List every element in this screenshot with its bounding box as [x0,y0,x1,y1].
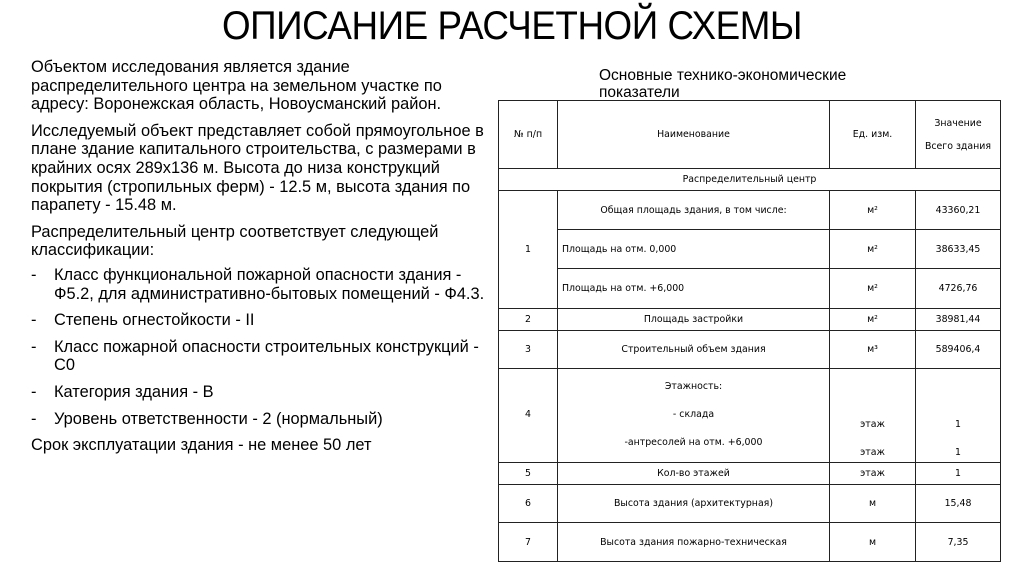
paragraph-classification-intro: Распределительный центр соответствует следующей классификации: [31,222,439,260]
row-value: 589406,4 [916,331,1001,369]
row-unit: этаж этаж [830,369,916,463]
row-num: 4 [499,369,558,463]
row-name: Площадь застройки [558,309,830,331]
row-value: 7,35 [916,523,1001,562]
bullet-dash: - [31,265,37,284]
header-num: № п/п [499,101,558,169]
bullet-dash: - [31,409,37,428]
header-value-bottom: Всего здания [924,140,992,152]
table-header-row [499,101,1001,169]
table-row [499,309,1001,331]
row-name: Площадь на отм. +6,000 [558,269,830,309]
row-value: 38633,45 [916,230,1001,269]
row-unit: м² [830,269,916,309]
table-row [499,463,1001,485]
row-unit: м² [830,230,916,269]
row-unit: м² [830,309,916,331]
row-value: 38981,44 [916,309,1001,331]
list-item: - Степень огнестойкости - II [31,311,255,330]
row-unit: м [830,523,916,562]
list-item: - Категория здания - В [31,382,214,401]
paragraph-building: Исследуемый объект представляет собой прямоугольное в плане здание капитального строительства, с размерами в крайних осях 289х136 м. Высота до низа конструкций покрытия (стропильных ферм) - 12.5 м, высота здания по парапету - 15.48 м. [31,121,484,215]
header-unit: Ед. изм. [830,101,916,169]
row-num: 2 [499,309,558,331]
row-num: 1 [499,191,558,309]
header-value-top: Значение [934,117,982,129]
header-value [916,101,1001,169]
row-value: 1 1 [916,369,1001,463]
indicators-table [498,100,1001,562]
bullet-dash: - [31,311,37,330]
row-num: 3 [499,331,558,369]
service-life: Срок эксплуатации здания - не менее 50 лет [31,436,372,455]
list-item: - Класс пожарной опасности строительных конструкций - С0 [31,337,479,375]
row-unit: этаж [830,463,916,485]
description-block [31,58,501,463]
bullet-dash: - [31,337,37,356]
header-name: Наименование [558,101,830,169]
row-name: Общая площадь здания, в том числе: [558,191,830,230]
row-unit: м² [830,191,916,230]
paragraph-object: Объектом исследования является здание распределительного центра на земельном участке по адресу: Воронежская область, Новоусманский район. [31,58,442,114]
row-name-line: - склада [672,409,715,420]
bullet-dash: - [31,382,37,401]
row-name-line: Этажность: [664,381,723,392]
table-row [499,191,1001,230]
table-caption: Основные технико-экономические показатели [599,67,847,101]
table-row [499,331,1001,369]
table-row [499,485,1001,523]
row-name: Кол-во этажей [558,463,830,485]
row-value: 4726,76 [916,269,1001,309]
row-num: 6 [499,485,558,523]
group-label: Распределительный центр [499,169,1001,191]
table-row [499,369,1001,463]
row-name: Высота здания пожарно-техническая [558,523,830,562]
row-unit: м³ [830,331,916,369]
table-row [499,523,1001,562]
row-unit: м [830,485,916,523]
row-name: Строительный объем здания [558,331,830,369]
row-value: 43360,21 [916,191,1001,230]
table-group-row [499,169,1001,191]
page-title: ОПИСАНИЕ РАСЧЕТНОЙ СХЕМЫ [221,4,803,48]
row-name: Площадь на отм. 0,000 [558,230,830,269]
row-name [558,369,830,463]
classification-list [31,266,501,428]
list-item: - Класс функциональной пожарной опасности здания - Ф5.2, для административно-бытовых помещений - Ф4.3. [31,265,485,303]
table-row [499,230,1001,269]
row-value: 1 [916,463,1001,485]
row-value: 15,48 [916,485,1001,523]
row-num: 5 [499,463,558,485]
list-item: - Уровень ответственности - 2 (нормальный) [31,409,383,428]
table-row [499,269,1001,309]
row-num: 7 [499,523,558,562]
row-name: Высота здания (архитектурная) [558,485,830,523]
row-name-line: -антресолей на отм. +6,000 [624,437,763,448]
